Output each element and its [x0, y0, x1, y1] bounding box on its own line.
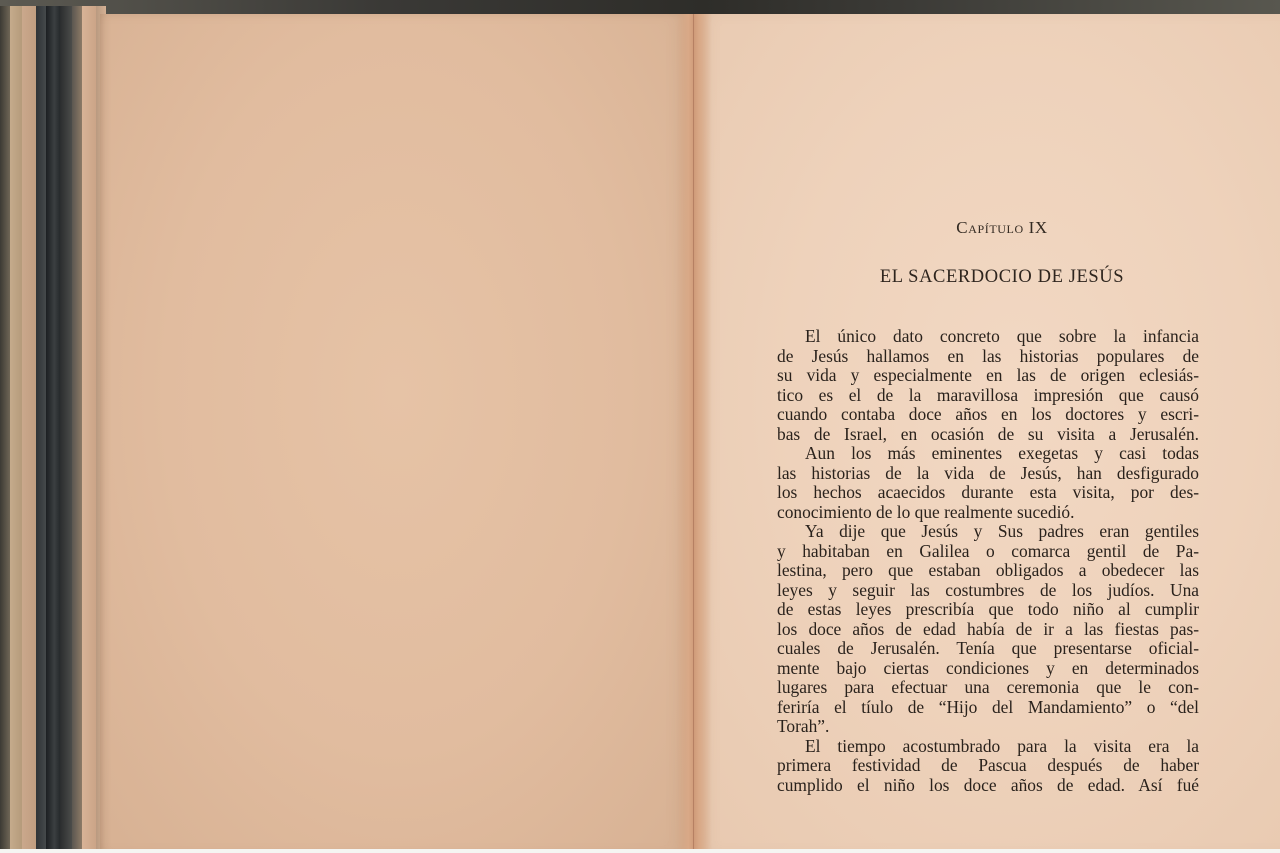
- text-line: los hechos acaecidos durante esta visita, por des-: [777, 483, 1199, 502]
- page-edge: [82, 6, 96, 853]
- page-edge: [60, 6, 72, 853]
- text-line: de estas leyes prescribía que todo niño al cumplir: [777, 600, 1199, 619]
- text-line: lugares para efectuar una ceremonia que le con-: [777, 678, 1199, 697]
- body-text: [777, 327, 1199, 795]
- text-line: primera festividad de Pascua después de haber: [777, 756, 1199, 775]
- text-line: tico es el de la maravillosa impresión que causó: [777, 385, 1199, 405]
- text-line: su vida y especialmente en las de origen eclesiás-: [777, 366, 1199, 385]
- page-edge: [36, 6, 46, 853]
- page-edges: [0, 6, 110, 853]
- left-page-blank: [100, 14, 694, 853]
- text-line: bas de Israel, en ocasión de su visita a Jerusalén.: [777, 424, 1199, 444]
- text-line: El único dato concreto que sobre la infancia: [805, 327, 1199, 346]
- text-line: lestina, pero que estaban obligados a obedecer las: [777, 561, 1199, 580]
- text-line: feriría el tíulo de “Hijo del Mandamiento” o “del: [777, 697, 1199, 717]
- text-line: las historias de la vida de Jesús, han desfigurado: [777, 463, 1199, 483]
- bottom-edge: [0, 849, 1280, 853]
- text-line: cuales de Jerusalén. Tenía que presentarse oficial-: [777, 639, 1199, 658]
- text-line: y habitaban en Galilea o comarca gentil de Pa-: [777, 541, 1199, 561]
- text-line: cuando contaba doce años en los doctores y escri-: [777, 405, 1199, 424]
- text-line: Ya dije que Jesús y Sus padres eran gentiles: [805, 522, 1199, 541]
- chapter-title: EL SACERDOCIO DE JESÚS: [879, 267, 1125, 287]
- chapter-heading: Capítulo IX: [956, 218, 1048, 237]
- page-edge: [0, 6, 10, 853]
- text-line: Aun los más eminentes exegetas y casi todas: [805, 444, 1199, 463]
- text-line: conocimiento de lo que realmente sucedió.: [777, 502, 1075, 522]
- text-line: de Jesús hallamos en las historias populares de: [777, 346, 1199, 366]
- book-gutter: [676, 14, 712, 853]
- gutter-fold-line: [693, 14, 694, 853]
- page-text: [777, 214, 1199, 795]
- text-line: mente bajo ciertas condiciones y en determinados: [777, 658, 1199, 678]
- page-edge: [72, 6, 82, 853]
- text-line: los doce años de edad había de ir a las fiestas pas-: [777, 619, 1199, 639]
- text-line: leyes y seguir las costumbres de los judíos. Una: [777, 580, 1199, 600]
- text-line: cumplido el niño los doce años de edad. Así fué: [777, 775, 1199, 795]
- page-edge: [46, 6, 60, 853]
- text-line: Torah”.: [777, 717, 830, 736]
- page-edge: [10, 6, 22, 853]
- text-line: El tiempo acostumbrado para la visita era la: [805, 736, 1199, 756]
- page-edge: [22, 6, 36, 853]
